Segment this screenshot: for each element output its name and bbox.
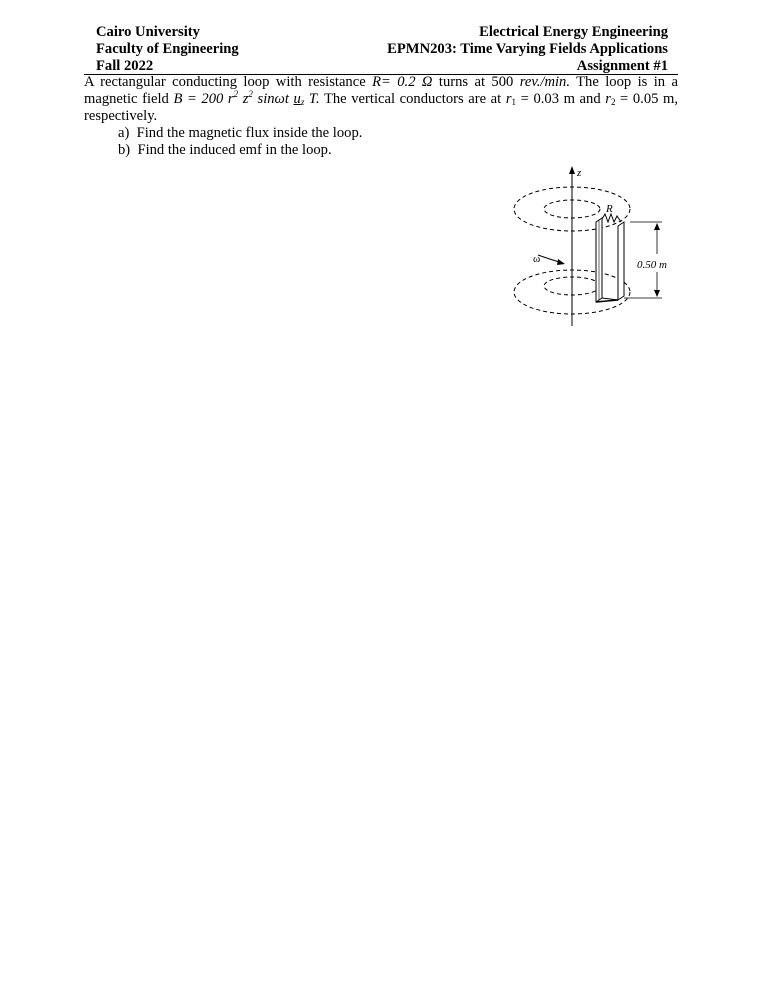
z-axis-label: z — [577, 167, 582, 179]
document-header — [84, 24, 678, 75]
field-expr: B = 200 $r^2$ $z^2$ sinωt $u_z$ T. — [173, 89, 320, 107]
header-left — [96, 24, 239, 74]
resistor-symbol — [602, 214, 621, 222]
outer-conductor — [618, 222, 624, 300]
height-label: 0.50 m — [637, 259, 667, 271]
resistor-label: R — [606, 203, 613, 215]
assignment-number: Assignment #1 — [576, 57, 668, 74]
part-a: a) Find the magnetic flux inside the loop. — [118, 125, 363, 141]
rotating-loop-figure — [500, 164, 690, 332]
problem-line-2: magnetic field B = 200 $r^2$ $z^2$ sinωt $u_z$ T. The vertical conductors are at $r_1 = 0.03$ m and $r_2 = 0.05$ m, — [84, 89, 679, 107]
problem-statement — [84, 74, 678, 159]
speed-unit: rev./min. — [519, 74, 570, 90]
z-axis-arrow — [569, 166, 575, 174]
header-right — [387, 24, 668, 74]
problem-paragraph — [84, 74, 678, 125]
problem-line-3: respectively. — [84, 108, 158, 124]
part-b: b) Find the induced emf in the loop. — [118, 142, 332, 158]
department-name: Electrical Energy Engineering — [479, 24, 668, 40]
resistance-expr: R= 0.2 Ω — [372, 74, 433, 90]
term: Fall 2022 — [96, 57, 154, 74]
problem-line-1: A rectangular conducting loop with resistance R= 0.2 Ω turns at 500 rev./min. The loop is in a — [84, 74, 678, 90]
question-parts — [84, 125, 678, 159]
course-name: EPMN203: Time Varying Fields Applications — [387, 40, 668, 57]
faculty-name: Faculty of Engineering — [96, 40, 239, 57]
loop-diagram — [500, 164, 690, 332]
omega-label: ω — [533, 253, 541, 265]
university-name: Cairo University — [96, 24, 200, 40]
